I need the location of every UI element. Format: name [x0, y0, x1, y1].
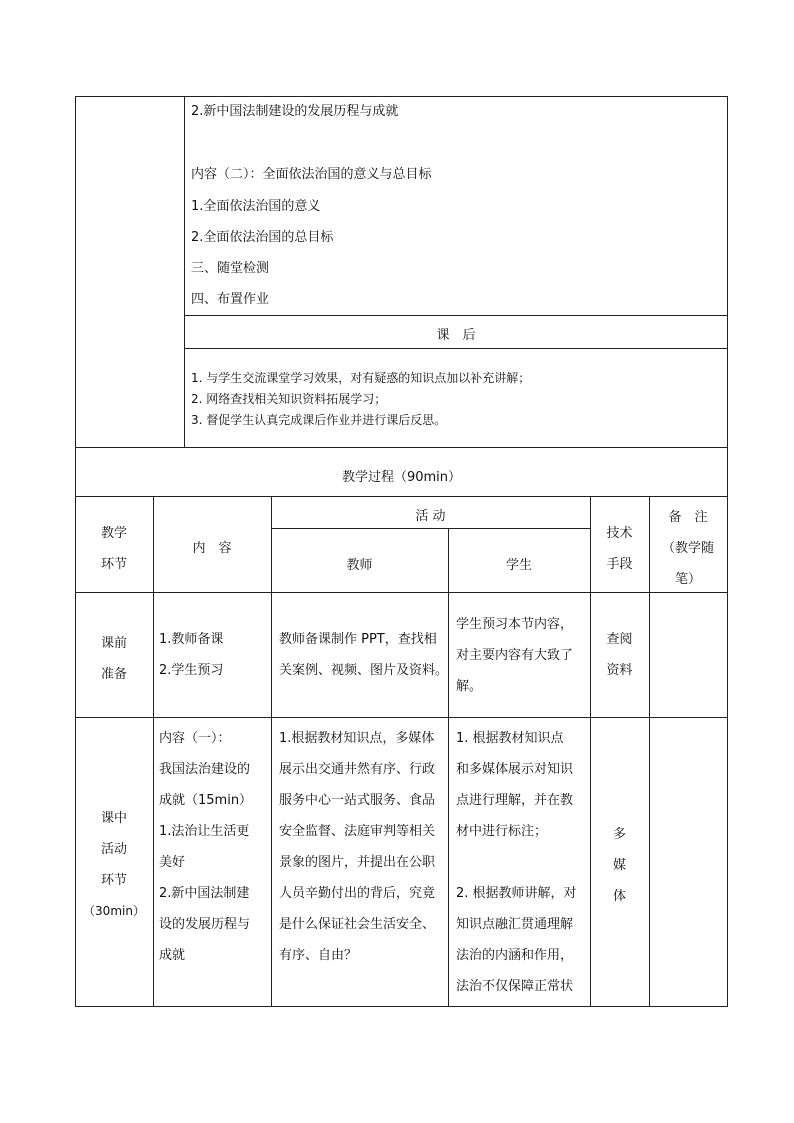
table-border-top — [75, 96, 728, 97]
row1-teacher: 教师备课制作 PPT，查找相 关案例、视频、图片及资料。 — [279, 632, 449, 678]
row1-bottom-line — [75, 717, 728, 718]
row1-student: 学生预习本节内容， 对主要内容有大致了 解。 — [456, 617, 574, 694]
header-activity: 活 动 — [415, 509, 446, 524]
upper-line-4: 2.全面依法治国的总目标 — [191, 230, 334, 245]
after-class-item-1: 1. 与学生交流课堂学习效果，对有疑惑的知识点加以补充讲解； — [191, 371, 531, 385]
process-title-bottom-line — [75, 496, 728, 497]
table-border-right — [727, 96, 728, 1007]
activity-subheader-line — [271, 528, 590, 529]
row2-tech: 多 媒 体 — [612, 827, 626, 904]
row1-tech: 查阅 资料 — [606, 632, 633, 678]
upper-line-2: 内容（二）：全面依法治国的意义与总目标 — [191, 167, 432, 182]
header-stage: 教学 环节 — [100, 526, 127, 572]
header-bottom-line — [75, 592, 728, 593]
after-class-heading: 课 后 — [436, 328, 476, 343]
after-class-item-2: 2. 网络查找相关知识资料拓展学习； — [191, 392, 387, 406]
after-class-bottom-line — [184, 348, 728, 349]
row2-teacher: 1.根据教材知识点，多媒体 展示出交通井然有序、行政 服务中心一站式服务、食品 安全监督、法庭审判等相关 景象的图片，并提出在公职 人员辛勤付出的背后，究竟 是什么保证社会生活安全、 有序、自由？ — [279, 731, 436, 963]
header-note: 备 注 （教学随 笔） — [661, 510, 714, 587]
row2-student: 1. 根据教材知识点 和多媒体展示对知识 点进行理解，并在教 材中进行标注； 2. 根据教师讲解，对 知识点融汇贯通理解 法治的内涵和作用， 法治不仅保障正常状 — [456, 731, 577, 994]
header-content: 内 容 — [192, 541, 232, 556]
header-tech: 技术 手段 — [606, 526, 633, 572]
upper-line-3: 1.全面依法治国的意义 — [191, 199, 321, 214]
row2-content: 内容（一）： 我国法治建设的 成就（15min） 1.法治让生活更 美好 2.新中国法制建 设的发展历程与 成就 — [159, 731, 253, 963]
upper-line-6: 四、布置作业 — [191, 292, 270, 307]
after-class-item-3: 3. 督促学生认真完成课后作业并进行课后反思。 — [191, 413, 447, 427]
header-student: 学生 — [505, 558, 532, 573]
row2-stage: 课中 活动 环节 （30min） — [83, 811, 145, 918]
header-teacher: 教师 — [346, 558, 373, 573]
process-title: 教学过程（90min） — [341, 470, 462, 485]
process-title-top-line — [75, 447, 728, 448]
row1-content: 1.教师备课 2.学生预习 — [159, 632, 224, 678]
after-class-top-line — [184, 315, 728, 316]
row1-stage: 课前 准备 — [100, 636, 127, 682]
col-divider-teacher — [448, 528, 449, 1007]
col-divider-stage — [153, 496, 154, 1007]
upper-line-1: 2.新中国法制建设的发展历程与成就 — [191, 104, 399, 119]
table-border-bottom — [75, 1006, 728, 1007]
upper-line-5: 三、随堂检测 — [191, 261, 270, 276]
upper-divider — [184, 96, 185, 447]
